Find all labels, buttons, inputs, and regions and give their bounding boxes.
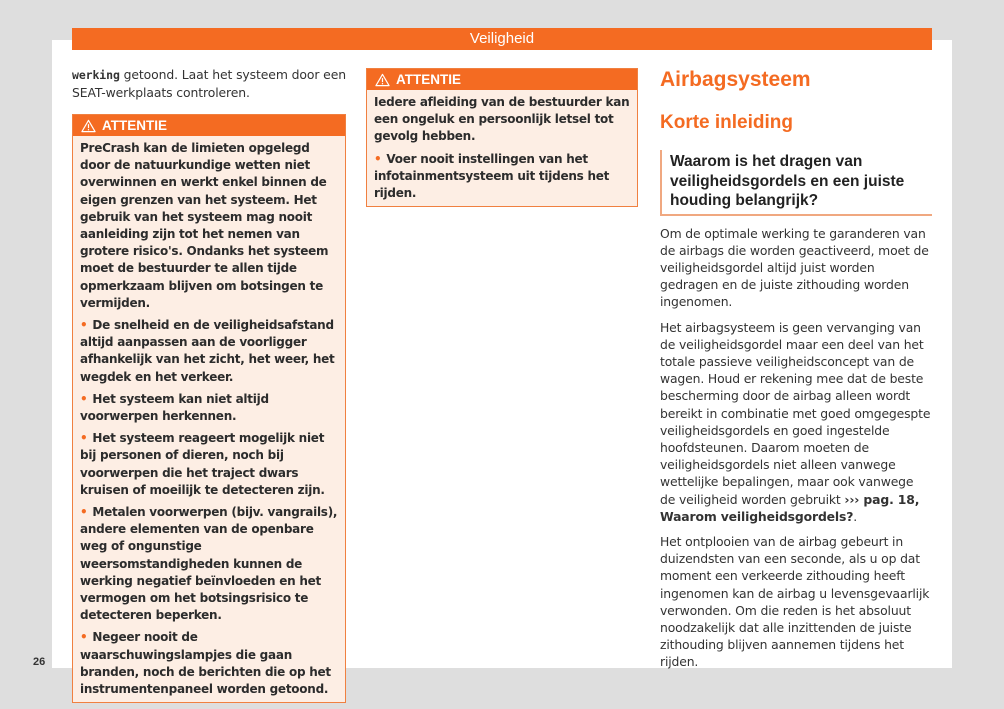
warning-bullet: • Het systeem reageert mogelijk niet bij personen of dieren, noch bij voorwerpen die het traject dwars kruisen of moeilijk te detecteren zijn. — [80, 431, 325, 497]
warning-header — [73, 115, 345, 136]
subsection-heading: Waarom is het dragen van veiligheidsgordels en een juiste houding belangrijk? — [660, 150, 932, 216]
body-paragraph-1: Om de optimale werking te garanderen van de airbags die worden geactiveerd, moet de veiligheidsgordel altijd juist worden gedragen en de juiste zithouding worden ingenomen. — [660, 225, 929, 310]
warning-body — [73, 136, 345, 702]
intro-paragraph — [72, 66, 346, 102]
right-column — [660, 66, 932, 671]
warning-bullet: • Metalen voorwerpen (bijv. vangrails), andere elementen van de openbare weg of ongunstige weersomstandigheden kunnen de werking negatief beïnvloeden en het vermogen om het botsingsrisico te detecteren beperken. — [80, 505, 338, 623]
middle-column — [366, 68, 638, 207]
left-column — [72, 66, 346, 703]
warning-triangle-icon — [81, 119, 96, 133]
warning-header — [367, 69, 637, 90]
page-number: 26 — [33, 656, 46, 668]
bullet-icon: • — [80, 431, 88, 446]
warning-bullet: • Voer nooit instellingen van het infotainmentsysteem uit tijdens het rijden. — [374, 151, 610, 201]
chapter-heading: Airbagsysteem — [660, 68, 811, 91]
warning-bullet: • De snelheid en de veiligheidsafstand altijd aanpassen aan de voorligger afhankelijk van het zicht, het weer, het wegdek en het verkeer. — [80, 318, 335, 384]
body-paragraph-3: Het ontplooien van de airbag gebeurt in duizendsten van een seconde, als u op dat moment een verkeerde zithouding heeft ingenomen kan de airbag u levensgevaarlijk verwonden. Om die reden is het absoluut noodzakelijk dat alle inzittenden de juiste zithouding blijven aannemen tijdens het rijden. — [660, 533, 930, 670]
intro-keyword: werking — [72, 68, 120, 82]
body-paragraph-2: Het airbagsysteem is geen vervanging van de veiligheidsgordel maar een deel van het totale passieve veiligheidsconcept van de wagen. Houd er rekening mee dat de beste bescherming door de airbag alleen wordt bereikt in combinatie met goed omgegespte veiligheidsgordels en goed ingestelde hoofdsteunen. Daarom moeten de veiligheidsgordels niet alleen vanwege wettelijke bepalingen, maar ook vanwege de veiligheid worden gebruikt ››› pag. 18, Waarom veiligheidsgordels?. — [660, 319, 931, 524]
bullet-icon: • — [80, 505, 88, 520]
bullet-icon: • — [80, 391, 88, 406]
warning-box-precrash — [72, 114, 346, 703]
warning-box-distraction — [366, 68, 638, 207]
intro-rest: getoond. Laat het systeem door een SEAT-werkplaats controleren. — [72, 67, 346, 100]
bullet-icon: • — [374, 151, 382, 166]
warning-bullet: • Negeer nooit de waarschuwingslampjes die gaan branden, noch de berichten die op het instrumentenpaneel worden getoond. — [80, 630, 331, 697]
warning-title: ATTENTIE — [396, 72, 461, 87]
warning-bullet: • Het systeem kan niet altijd voorwerpen herkennen. — [80, 391, 269, 424]
warning-paragraph: Iedere afleiding van de bestuurder kan een ongeluk en persoonlijk letsel tot gevolg hebben. — [374, 95, 630, 144]
bullet-icon: • — [80, 318, 88, 333]
bullet-icon: • — [80, 630, 88, 645]
warning-title: ATTENTIE — [102, 118, 167, 133]
section-header-bar — [72, 28, 932, 50]
cross-reference-link[interactable]: ››› pag. 18, Waarom veiligheidsgordels? — [660, 491, 920, 524]
warning-triangle-icon — [375, 73, 390, 87]
warning-paragraph: PreCrash kan de limieten opgelegd door de natuurkundige wetten niet overwinnen en werkt enkel binnen de eigen grenzen van het systeem. Het gebruik van het systeem mag nooit aanleiding zijn tot het nemen van grotere risico's. Ondanks het systeem moet de bestuurder te allen tijde opmerkzaam blijven om botsingen te vermijden. — [80, 141, 329, 310]
warning-body — [367, 90, 637, 206]
section-heading: Korte inleiding — [660, 112, 793, 133]
section-title: Veiligheid — [469, 30, 535, 47]
